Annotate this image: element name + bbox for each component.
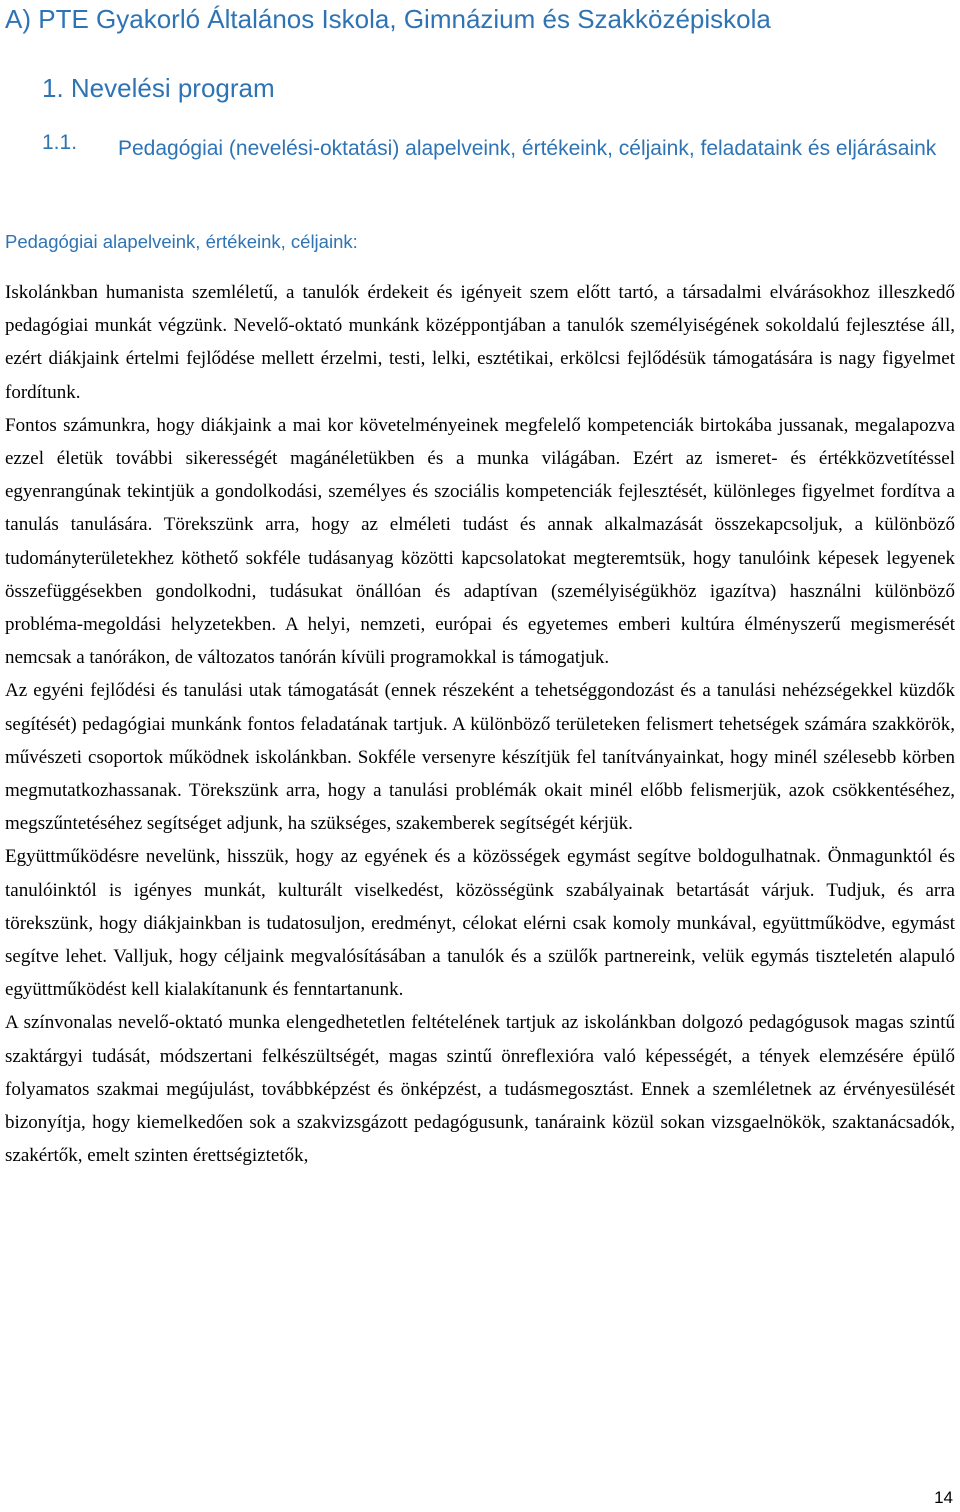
paragraph: Iskolánkban humanista szemléletű, a tanulók érdekeit és igényeit szem előtt tartó, a társadalmi elvárásokhoz illeszkedő pedagógiai munkát végzünk. Nevelő-oktató munkánk középpontjában a tanulók személyiségének sokoldalú fejlesztése áll, ezért diákjaink értelmi fejlődése mellett érzelmi, testi, lelki, esztétikai, erkölcsi fejlődésük támogatására is nagy figyelmet fordítunk. xyxy=(5,282,955,403)
subheading-number: 1.1. xyxy=(42,131,78,154)
paragraph: Az egyéni fejlődési és tanulási utak támogatását (ennek részeként a tehetséggondozást és a tanulási nehézségekkel küzdők segítését) pedagógiai munkánk fontos feladatának tartjuk. A különböző területeken felismert tehetségek számára szakkörök, művészeti csoportok működnek iskolánkban. Sokféle versenyre készítjük fel tanítványainkat, hogy minél szélesebb körben megmutatkozhassanak. Törekszünk arra, hogy a tanulási problémák okait minél előbb felismerjük, azok csökkentéséhez, megszűntetéséhez segítséget adjunk, ha szükséges, szakemberek segítségét kérjük. xyxy=(5,680,955,835)
school-heading: A) PTE Gyakorló Általános Iskola, Gimnázium és Szakközépiskola xyxy=(5,4,771,34)
page-number: 14 xyxy=(934,1488,953,1507)
section-heading: Pedagógiai alapelveink, értékeink, céljaink: xyxy=(5,231,358,252)
program-heading: 1. Nevelési program xyxy=(42,73,275,103)
paragraph: A színvonalas nevelő-oktató munka elengedhetetlen feltételének tartjuk az iskolánkban dolgozó pedagógusok magas szintű szaktárgyi tudását, módszertani felkészültségét, magas szintű önreflexióra való képességét, a tények elemzésére épülő folyamatos szakmai megújulást, továbbképzést és önképzést, a tudásmegosztást. Ennek a szemléletnek az érvényesülését bizonyítja, hogy kiemelkedően sok a szakvizsgázott pedagógusunk, tanáraink közül sokan vizsgaelnökök, szaktanácsadók, szakértők, emelt szinten érettségiztetők, xyxy=(5,1012,955,1167)
body-text xyxy=(5,276,955,1172)
paragraph: Együttműködésre nevelünk, hisszük, hogy az egyének és a közösségek egymást segítve boldogulhatnak. Önmagunktól és tanulóinktól is igényes munkát, kulturált viselkedést, közösségünk szabályainak betartását várjuk. Tudjuk, és arra törekszünk, hogy diákjainkban is tudatosuljon, eredményt, célokat elérni csak komoly munkával, együttműködve, egymást segítve lehet. Valljuk, hogy céljaink megvalósításában a tanulók és a szülők partnereink, velük egymás tiszteletén alapuló együttműködést kell kialakítanunk és fenntartanunk. xyxy=(5,846,955,1001)
paragraph: Fontos számunkra, hogy diákjaink a mai kor követelményeinek megfelelő kompetenciák birtokába jussanak, megalapozva ezzel életük további sikerességét magánéletükben és a munka világában. Ezért az ismeret- és értékközvetítéssel egyenrangúnak tekintjük a gondolkodási, személyes és szociális kompetenciák fejlesztését, különleges figyelmet fordítva a tanulás tanulására. Törekszünk arra, hogy az elméleti tudást és annak alkalmazását összekapcsoljuk, a különböző tudományterületekhez köthető sokféle tudásanyag közötti kapcsolatokat megteremtsük, hogy tanulóink képesek legyenek összefüggésekben gondolkodni, tudásukat önállóan és adaptívan (személyiségükhöz igazítva) használni különböző probléma-megoldási helyzetekben. A helyi, nemzeti, európai és egyetemes emberi kultúra élményszerű megismerését nemcsak a tanórákon, de változatos tanórán kívüli programokkal is támogatjuk. xyxy=(5,414,955,669)
subheading-text: Pedagógiai (nevelési-oktatási) alapelveink, értékeink, céljaink, feladataink és eljárásaink xyxy=(118,137,937,160)
